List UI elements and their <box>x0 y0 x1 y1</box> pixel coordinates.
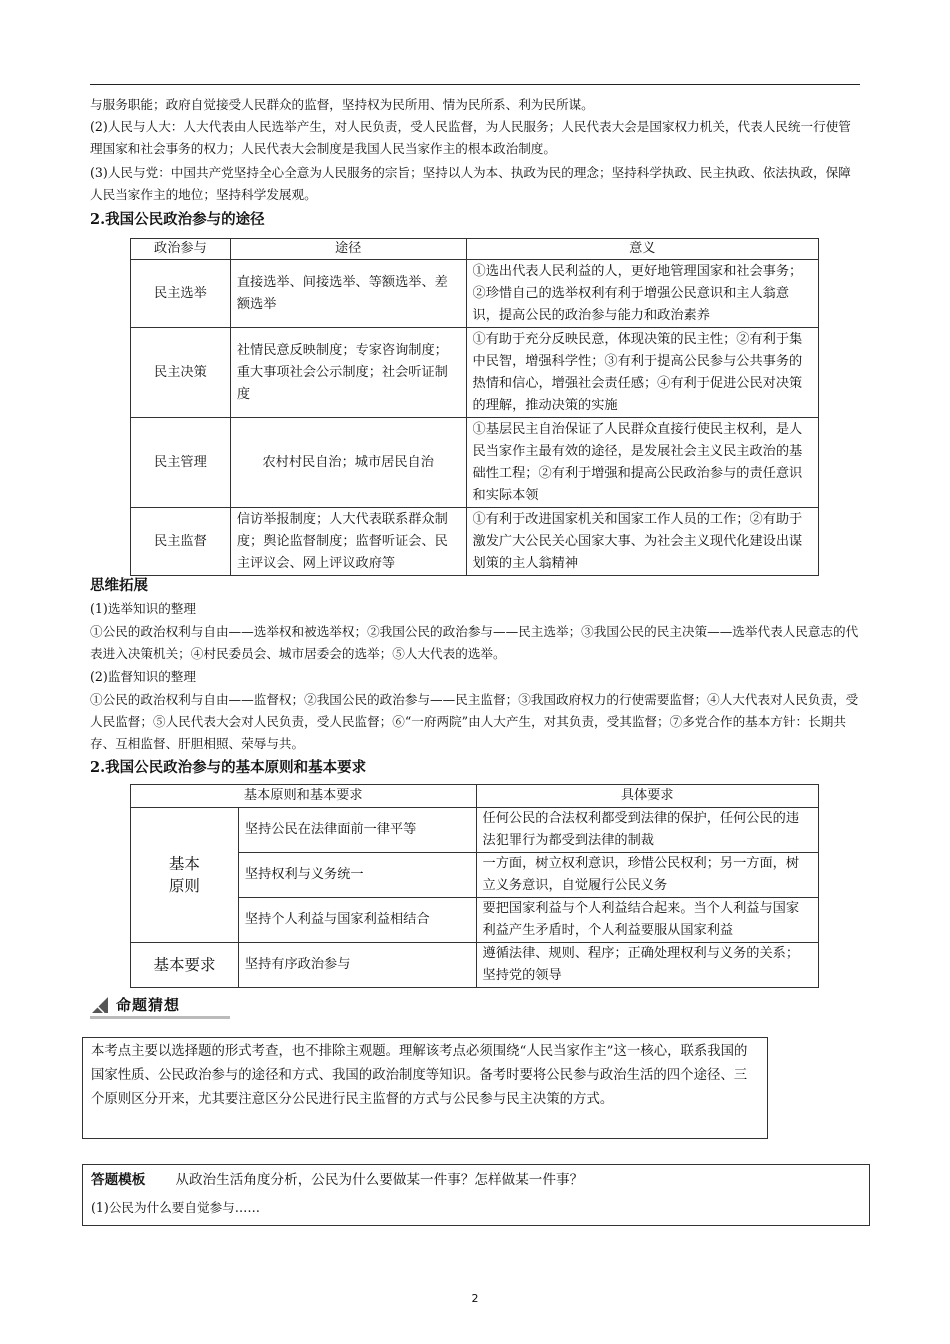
page-number: 2 <box>471 1292 479 1305</box>
header-rule <box>90 84 860 85</box>
row-req: 任何公民的合法权利都受到法律的保护，任何公民的违法犯罪行为都受到法律的制裁 <box>476 808 818 853</box>
intro-line-1: 与服务职能；政府自觉接受人民群众的监督，坚持权为民所用、情为民所系、利为民所谋。 <box>90 97 594 112</box>
row-meaning: ①选出代表人民利益的人，更好地管理国家和社会事务；②珍惜自己的选举权利有利于增强公民意识和主人翁意识，提高公民的政治参与能力和政治素养 <box>466 260 818 328</box>
row-way: 农村村民自治；城市居民自治 <box>230 418 466 508</box>
group-requirements: 基本要求 <box>131 943 239 988</box>
col-header: 政治参与 <box>131 239 231 260</box>
row-meaning: ①有助于充分反映民意，体现决策的民主性；②有利于集中民智，增强科学性；③有利于提高公民参与公共事务的热情和信心，增强社会责任感；④有利于促进公民对决策的理解，推动决策的实施 <box>466 328 818 418</box>
answer-template-box <box>82 1164 870 1226</box>
table-header-row <box>131 785 819 808</box>
prediction-title: 命题猜想 <box>116 996 181 1014</box>
row-name: 民主监督 <box>131 508 231 576</box>
corner-triangle-icon <box>90 995 110 1015</box>
row-way: 社情民意反映制度；专家咨询制度；重大事项社会公示制度；社会听证制度 <box>230 328 466 418</box>
intro-para-2: (2)人民与人大：人大代表由人民选举产生，对人民负责，受人民监督，为人民服务；人民代表大会是国家权力机关，代表人民统一行使管理国家和社会事务的权力；人民代表大会制度是我国人民当家作主的根本政治制度。 <box>90 119 851 156</box>
thinking-body2: ①公民的政治权利与自由——监督权；②我国公民的政治参与——民主监督；③我国政府权力的行使需要监督；④人大代表对人民负责，受人民监督；⑤人民代表大会对人民负责，受人民监督；⑥“一府两院”由人大产生，对其负责，受其监督；⑦多党合作的基本方针：长期共存、互相监督、肝胆相照、荣辱与共。 <box>90 692 859 751</box>
group-principles-label: 基本原则 <box>168 855 200 895</box>
group-principles <box>131 808 239 943</box>
row-item: 坚持公民在法律面前一律平等 <box>238 808 476 853</box>
row-name: 民主管理 <box>131 418 231 508</box>
row-item: 坚持个人利益与国家利益相结合 <box>238 898 476 943</box>
row-req: 要把国家利益与个人利益结合起来。当个人利益与国家利益产生矛盾时，个人利益要服从国家利益 <box>476 898 818 943</box>
thinking-sub1: (1)选举知识的整理 <box>90 601 196 616</box>
table-header-row <box>131 239 819 260</box>
row-item: 坚持有序政治参与 <box>238 943 476 988</box>
row-meaning: ①有利于改进国家机关和国家工作人员的工作；②有助于激发广大公民关心国家大事、为社会主义现代化建设出谋划策的主人翁精神 <box>466 508 818 576</box>
row-name: 民主选举 <box>131 260 231 328</box>
row-req: 遵循法律、规则、程序；正确处理权利与义务的关系；坚持党的领导 <box>476 943 818 988</box>
table-row <box>131 418 819 508</box>
row-way: 直接选举、间接选举、等额选举、差额选举 <box>230 260 466 328</box>
table-row <box>131 508 819 576</box>
prediction-banner <box>90 993 230 1019</box>
thinking-sub2: (2)监督知识的整理 <box>90 669 196 684</box>
row-req: 一方面，树立权利意识，珍惜公民权利；另一方面，树立义务意识，自觉履行公民义务 <box>476 853 818 898</box>
col-header: 途径 <box>230 239 466 260</box>
thinking-body1: ①公民的政治权利与自由——选举权和被选举权；②我国公民的政治参与——民主选举；③我国公民的民主决策——选举代表人民意志的代表进入决策机关；④村民委员会、城市居委会的选举；⑤人大代表的选举。 <box>90 624 859 661</box>
template-label: 答题模板 <box>91 1172 146 1188</box>
section1-title: 2.我国公民政治参与的途径 <box>90 211 265 228</box>
participation-table <box>130 238 819 576</box>
section2-title: 2.我国公民政治参与的基本原则和基本要求 <box>90 759 367 776</box>
table-row <box>131 943 819 988</box>
col-header: 意义 <box>466 239 818 260</box>
col-header: 基本原则和基本要求 <box>131 785 477 808</box>
table-row <box>131 260 819 328</box>
prediction-box: 本考点主要以选择题的形式考查，也不排除主观题。理解该考点必须围绕“人民当家作主”这一核心，联系我国的国家性质、公民政治参与的途径和方式、我国的政治制度等知识。备考时要将公民参与政治生活的四个途径、三个原则区分开来，尤其要注意区分公民进行民主监督的方式与公民参与民主决策的方式。 <box>82 1037 768 1139</box>
template-question: 从政治生活角度分析，公民为什么要做某一件事？怎样做某一件事？ <box>175 1172 584 1188</box>
banner-underline <box>90 1016 230 1019</box>
table-row <box>131 808 819 853</box>
row-way: 信访举报制度；人大代表联系群众制度；舆论监督制度；监督听证会、民主评议会、网上评议政府等 <box>230 508 466 576</box>
intro-para-3: (3)人民与党：中国共产党坚持全心全意为人民服务的宗旨；坚持以人为本、执政为民的理念；坚持科学执政、民主执政、依法执政，保障人民当家作主的地位；坚持科学发展观。 <box>90 165 851 202</box>
template-line-2: (1)公民为什么要自觉参与…… <box>91 1200 260 1215</box>
principles-table <box>130 784 819 988</box>
template-line <box>91 1169 583 1191</box>
thinking-title: 思维拓展 <box>90 577 148 594</box>
row-item: 坚持权利与义务统一 <box>238 853 476 898</box>
table-row <box>131 328 819 418</box>
row-name: 民主决策 <box>131 328 231 418</box>
row-meaning: ①基层民主自治保证了人民群众直接行使民主权利，是人民当家作主最有效的途径，是发展社会主义民主政治的基础性工程；②有利于增强和提高公民政治参与的责任意识和实际本领 <box>466 418 818 508</box>
col-header: 具体要求 <box>476 785 818 808</box>
